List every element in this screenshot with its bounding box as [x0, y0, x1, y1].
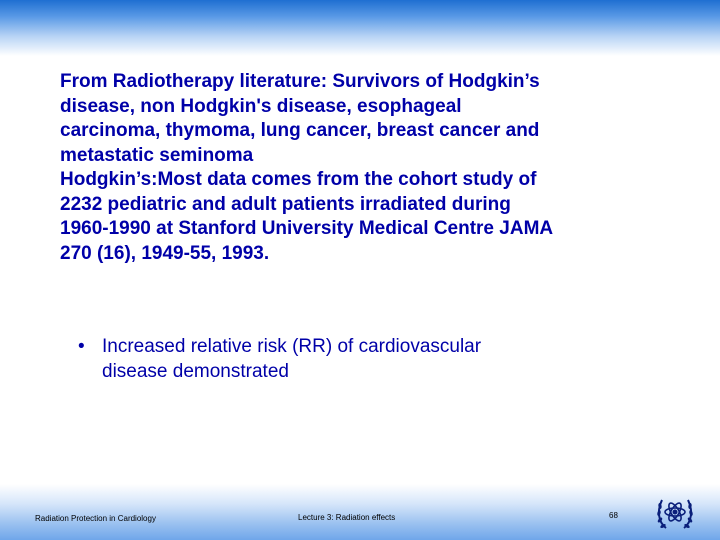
bullet-line: disease demonstrated	[102, 361, 289, 382]
paragraph-line: From Radiotherapy literature: Survivors of Hodgkin’s	[60, 71, 540, 92]
bullet-line: Increased relative risk (RR) of cardiovascular	[102, 336, 482, 357]
bullet-marker: •	[78, 336, 85, 357]
paragraph-line: 270 (16), 1949-55, 1993.	[60, 242, 270, 264]
iaea-emblem-icon	[654, 490, 696, 534]
paragraph-line: 1960-1990 at Stanford University Medical Centre JAMA	[60, 218, 554, 239]
paragraph-line: 2232 pediatric and adult patients irradiated during	[60, 193, 511, 215]
paragraph-line: carcinoma, thymoma, lung cancer, breast cancer and	[60, 120, 540, 141]
footer-course-title: Radiation Protection in Cardiology	[35, 514, 156, 523]
paragraph-line: metastatic seminoma	[60, 144, 254, 166]
top-decorative-band	[0, 0, 720, 56]
main-paragraph	[60, 70, 700, 266]
paragraph-line: disease, non Hodgkin's disease, esophageal	[60, 95, 462, 117]
paragraph-line: Hodgkin’s:Most data comes from the cohort study of	[60, 169, 537, 190]
bullet-text	[102, 334, 662, 384]
page-number: 68	[609, 511, 618, 520]
footer-lecture-title: Lecture 3: Radiation effects	[298, 513, 396, 522]
